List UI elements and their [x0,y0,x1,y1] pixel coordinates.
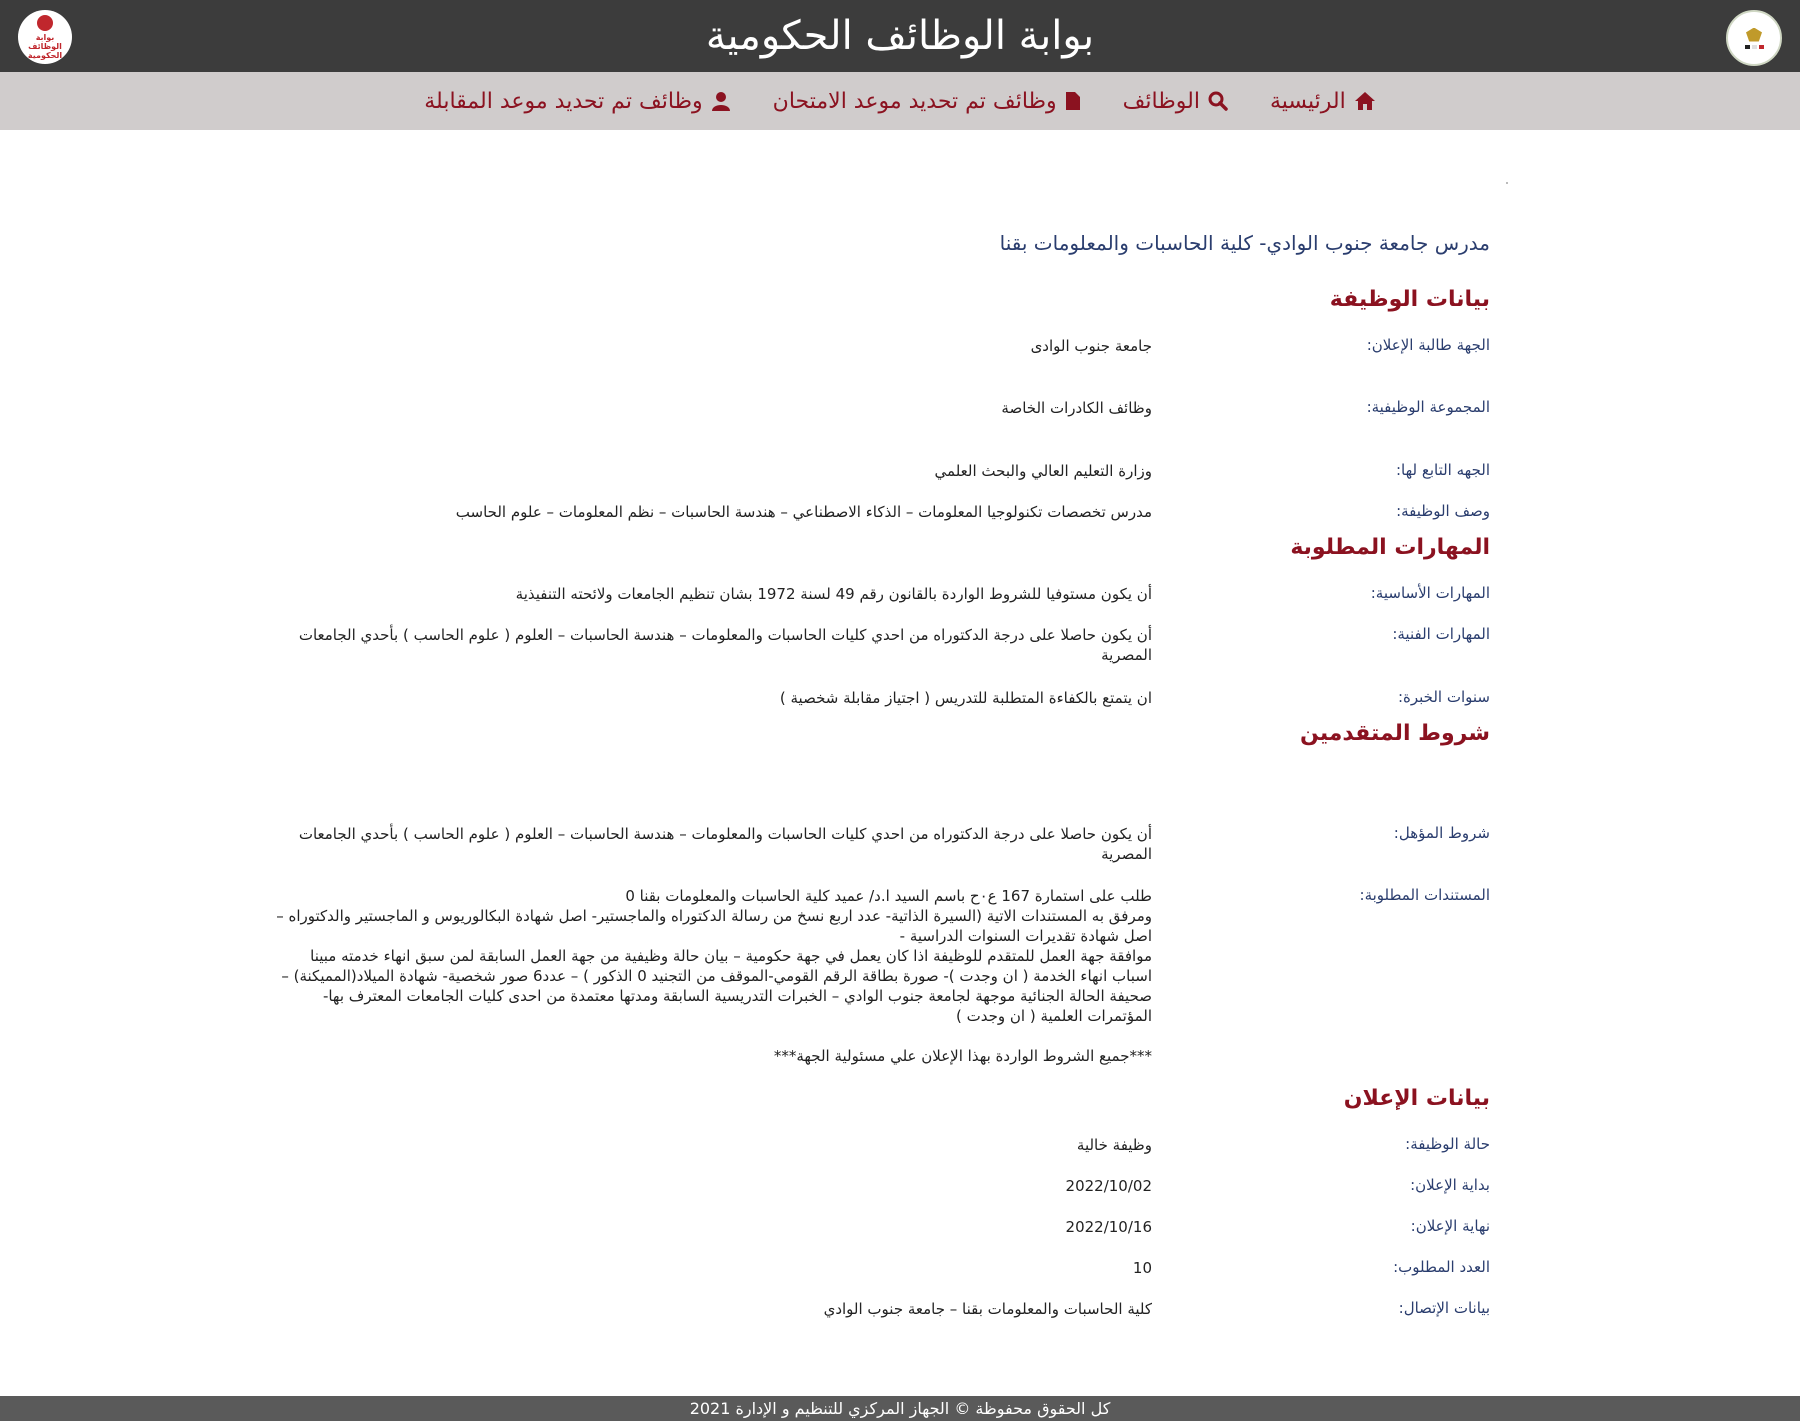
field-row [240,461,1490,502]
field-value: مدرس تخصصات تكنولوجيا المعلومات – الذكاء الاصطناعي – هندسة الحاسبات – نظم المعلومات – علوم الحاسب [455,503,1152,521]
field-label: نهاية الإعلان: [1410,1217,1490,1235]
egypt-emblem-logo[interactable] [1726,10,1782,66]
search-icon [1208,91,1228,111]
home-icon [1354,91,1376,111]
field-row [240,886,1490,1081]
field-row [240,336,1490,398]
nav-item-interview-scheduled[interactable] [424,89,730,114]
section-announcement-heading: بيانات الإعلان [1343,1086,1490,1111]
field-label: العدد المطلوب: [1393,1258,1490,1276]
field-label: المستندات المطلوبة: [1359,886,1490,904]
field-value: كلية الحاسبات والمعلومات بقنا – جامعة جنوب الوادي [823,1300,1152,1318]
site-title: بوابة الوظائف الحكومية [705,13,1095,59]
portal-logo-mark [37,15,53,31]
nav-item-jobs[interactable] [1123,89,1228,114]
decorative-dot [1506,182,1508,184]
flag-bars [1745,45,1764,49]
field-value: ان يتمتع بالكفاءة المتطلبة للتدريس ( اجتياز مقابلة شخصية ) [779,689,1152,707]
section-skills-heading: المهارات المطلوبة [1290,535,1490,560]
main-nav [0,72,1800,130]
field-row [240,625,1490,688]
field-value: وظيفة خالية [1076,1136,1152,1154]
nav-item-label: وظائف تم تحديد موعد الامتحان [772,88,1057,114]
nav-item-label: الرئيسية [1269,88,1346,114]
section-job-data-heading: بيانات الوظيفة [1329,287,1490,312]
field-row [240,824,1490,886]
portal-logo-text: بوابة الوظائف الحكومية [27,32,63,60]
field-row [240,1176,1490,1217]
field-value: جامعة جنوب الوادى [1030,337,1152,355]
field-label: الجهه التابع لها: [1395,461,1490,479]
top-header [0,0,1800,72]
field-value: أن يكون حاصلا على درجة الدكتوراه من احدي كليات الحاسبات والمعلومات – هندسة الحاسبات – العلوم ( علوم الحاسب ) بأحدي الجامعات المصرية [298,825,1152,863]
field-value: وزارة التعليم العالي والبحث العلمي [934,462,1152,480]
field-label: المجموعة الوظيفية: [1366,398,1490,416]
field-row [240,1135,1490,1176]
nav-item-label: الوظائف [1122,88,1200,114]
field-row [240,502,1490,530]
field-label: بداية الإعلان: [1410,1176,1490,1194]
field-row [240,1258,1490,1299]
field-label: سنوات الخبرة: [1397,688,1490,706]
nav-item-exam-scheduled[interactable] [773,89,1081,114]
nav-item-home[interactable] [1270,89,1376,114]
field-value: طلب على استمارة 167 ع٠ح باسم السيد ا.د/ عميد كلية الحاسبات والمعلومات بقنا 0 ومرفق به المستندات الاتية (السيرة الذاتية- عدد اربع نسخ من رسالة الدكتوراه والماجستير- اصل شهادة البكالوريوس و الماجستير والدكتوراه – اصل شهادة تقديرات السنوات الدراسية - موافقة جهة العمل للمتقدم للوظيفة اذا كان يعمل في جهة حكومية – بيان حالة وظيفية من جهة العمل السابقة لمن سبق انهاء خدمته مبينا اسباب انهاء الخدمة ( ان وجدت )- صورة بطاقة الرقم القومي-الموقف من التجنيد 0 الذكور ) – عدد6 صور شخصية- شهادة الميلاد(المميكنة) – صحيفة الحالة الجنائية موجهة لجامعة جنوب الوادي – الخبرات التدريسية السابقة ومدتها معتمدة من احدى كليات الجامعات المعترف بها- المؤتمرات العلمية ( ان وجدت ) ***جميع الشروط الواردة بهذا الإعلان علي مسئولية الجهة*** [276,887,1152,1065]
field-value: أن يكون مستوفيا للشروط الواردة بالقانون رقم 49 لسنة 1972 بشان تنظيم الجامعات ولائحته التنفيذية [515,585,1152,603]
field-label: المهارات الفنية: [1392,625,1490,643]
portal-logo[interactable] [18,10,72,64]
field-label: بيانات الإتصال: [1398,1299,1490,1317]
nav-item-label: وظائف تم تحديد موعد المقابلة [424,88,703,114]
section-applicants-heading: شروط المتقدمين [1300,721,1490,746]
field-row [240,688,1490,716]
field-value: 10 [1132,1259,1152,1277]
field-label: حالة الوظيفة: [1405,1135,1490,1153]
field-row [240,398,1490,461]
file-icon [1065,91,1081,111]
field-value: أن يكون حاصلا على درجة الدكتوراه من احدي كليات الحاسبات والمعلومات – هندسة الحاسبات – العلوم ( علوم الحاسب ) بأحدي الجامعات المصرية [298,626,1152,664]
field-label: الجهة طالبة الإعلان: [1366,336,1490,354]
field-label: وصف الوظيفة: [1396,502,1490,520]
field-label: المهارات الأساسية: [1370,584,1490,602]
field-label: شروط المؤهل: [1393,824,1490,842]
job-details [240,228,1490,1329]
job-title: مدرس جامعة جنوب الوادي- كلية الحاسبات والمعلومات بقنا [999,231,1490,255]
field-row [240,1299,1490,1329]
eagle-icon [1746,28,1762,42]
field-value: وظائف الكادرات الخاصة [1001,399,1152,417]
field-value: 2022/10/02 [1065,1177,1152,1195]
field-row [240,584,1490,625]
field-value: 2022/10/16 [1065,1218,1152,1236]
field-row [240,1217,1490,1258]
footer: كل الحقوق محفوظة © الجهاز المركزي للتنظيم و الإدارة 2021 [0,1396,1800,1421]
user-icon [711,91,731,111]
